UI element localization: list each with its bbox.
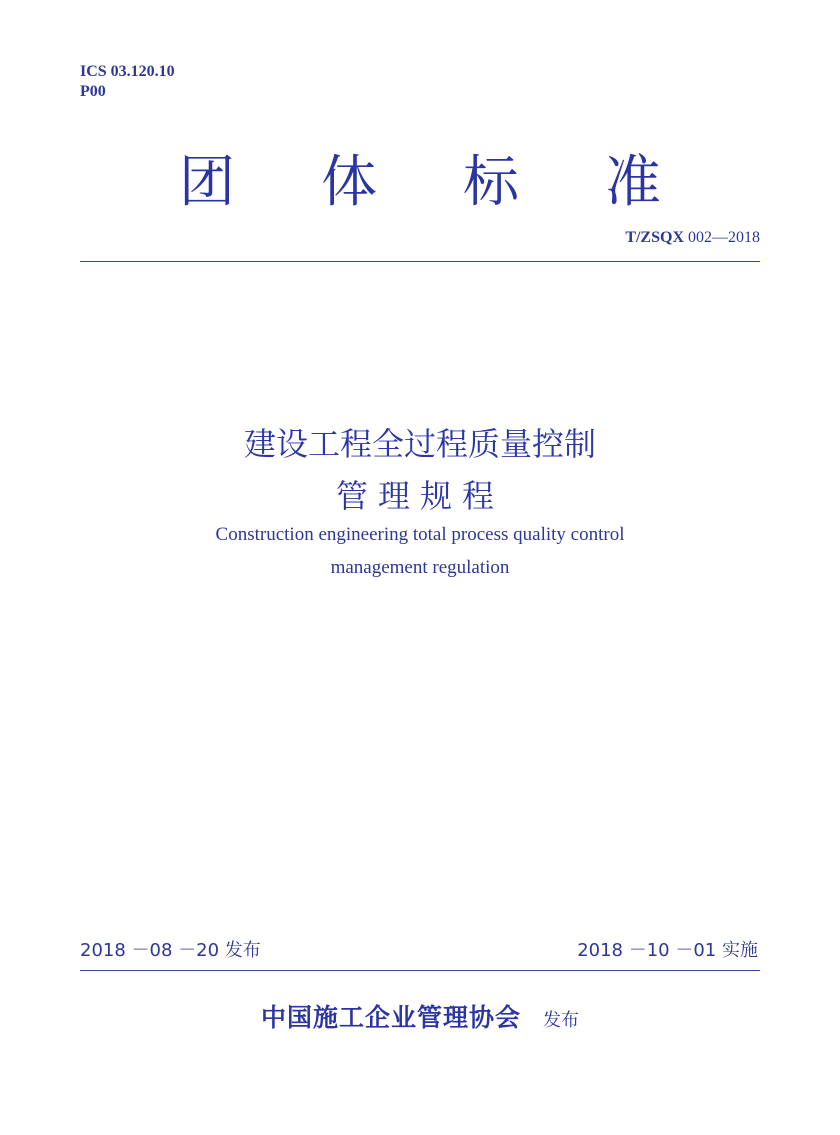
publisher-org: 中国施工企业管理协会	[260, 1003, 521, 1032]
bottom-divider	[80, 970, 760, 971]
document-type-title	[0, 148, 840, 218]
standard-number	[625, 229, 760, 247]
class-code: P00	[80, 83, 106, 100]
chinese-title-line-2: 管理规程	[335, 477, 504, 515]
english-title-line-1: Construction engineering total process quality control	[215, 524, 625, 545]
ics-block	[80, 62, 175, 102]
publisher-line	[0, 998, 840, 1034]
doc-type-char-4: 准	[605, 150, 661, 215]
english-title-line-2: management regulation	[330, 557, 510, 578]
chinese-title-line-1: 建设工程全过程质量控制	[243, 425, 596, 463]
doc-type-char-2: 体	[321, 150, 377, 215]
implement-date: 2018 －10 －01 实施	[577, 940, 758, 961]
doc-type-char-3: 标	[463, 150, 519, 215]
publish-date: 2018 －08 －20 发布	[80, 940, 261, 961]
standard-code: 002—2018	[688, 229, 760, 246]
ics-code: ICS 03.120.10	[80, 63, 175, 80]
publisher-suffix: 发布	[543, 1010, 579, 1031]
standard-prefix: T/ZSQX	[625, 229, 684, 246]
doc-type-char-1: 团	[179, 150, 235, 215]
top-divider	[80, 261, 760, 262]
